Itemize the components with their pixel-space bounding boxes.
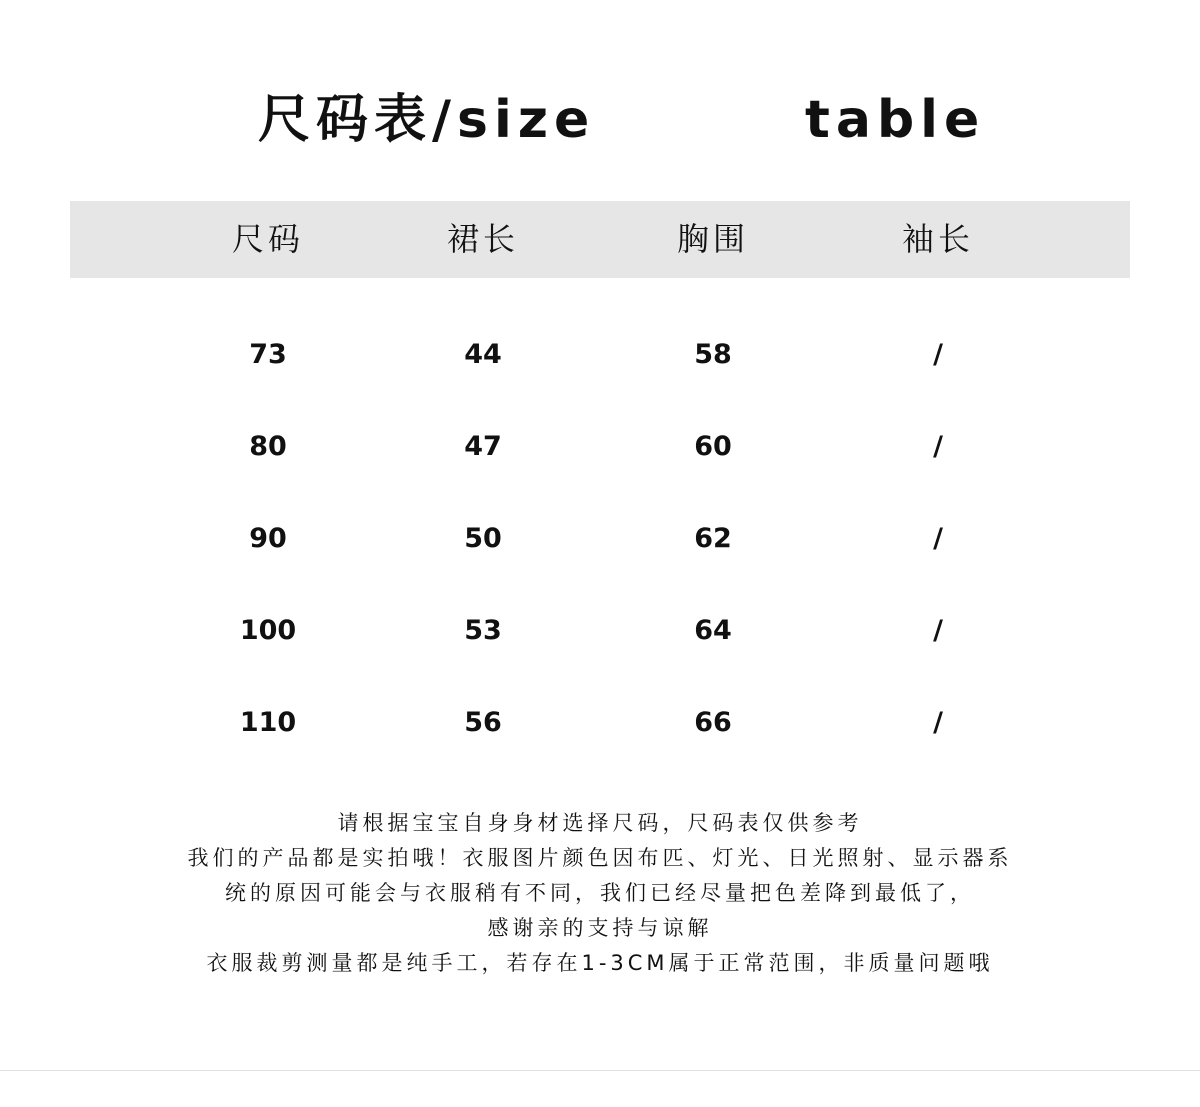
skirt-length-value: 56 [464,707,502,738]
table-row [0,601,1200,661]
sleeve-length-value: / [933,339,943,370]
note-line: 感谢亲的支持与谅解 [487,916,713,940]
size-value: 90 [249,523,287,554]
chest-value: 64 [694,615,732,646]
table-row [0,417,1200,477]
size-table-title [0,80,1200,160]
size-value: 80 [249,431,287,462]
sleeve-length-value: / [933,707,943,738]
note-line: 我们的产品都是实拍哦！衣服图片颜色因布匹、灯光、日光照射、显示器系 [187,846,1013,870]
skirt-length-value: 47 [464,431,502,462]
table-row [0,509,1200,569]
skirt-length-value: 50 [464,523,502,554]
size-value: 100 [239,615,297,646]
chest-value: 66 [694,707,732,738]
chest-value: 62 [694,523,732,554]
header-size: 尺码 [231,220,304,258]
size-value: 73 [249,339,287,370]
chest-value: 60 [694,431,732,462]
sleeve-length-value: / [933,523,943,554]
table-row [0,325,1200,385]
note-line: 请根据宝宝自身身材选择尺码，尺码表仅供参考 [337,811,863,835]
header-chest: 胸围 [676,220,749,258]
header-skirt-length: 裙长 [446,220,519,258]
size-value: 110 [239,707,297,738]
note-line: 统的原因可能会与衣服稍有不同，我们已经尽量把色差降到最低了， [225,881,975,905]
skirt-length-value: 44 [464,339,502,370]
title-english: table [805,90,986,150]
note-line: 衣服裁剪测量都是纯手工，若存在1-3CM属于正常范围，非质量问题哦 [206,951,994,975]
header-sleeve-length: 袖长 [901,220,974,258]
table-row [0,693,1200,753]
size-notes [60,806,1140,981]
skirt-length-value: 53 [464,615,502,646]
bottom-divider [0,1070,1200,1071]
chest-value: 58 [694,339,732,370]
title-chinese: 尺码表/size [258,90,596,150]
sleeve-length-value: / [933,431,943,462]
sleeve-length-value: / [933,615,943,646]
